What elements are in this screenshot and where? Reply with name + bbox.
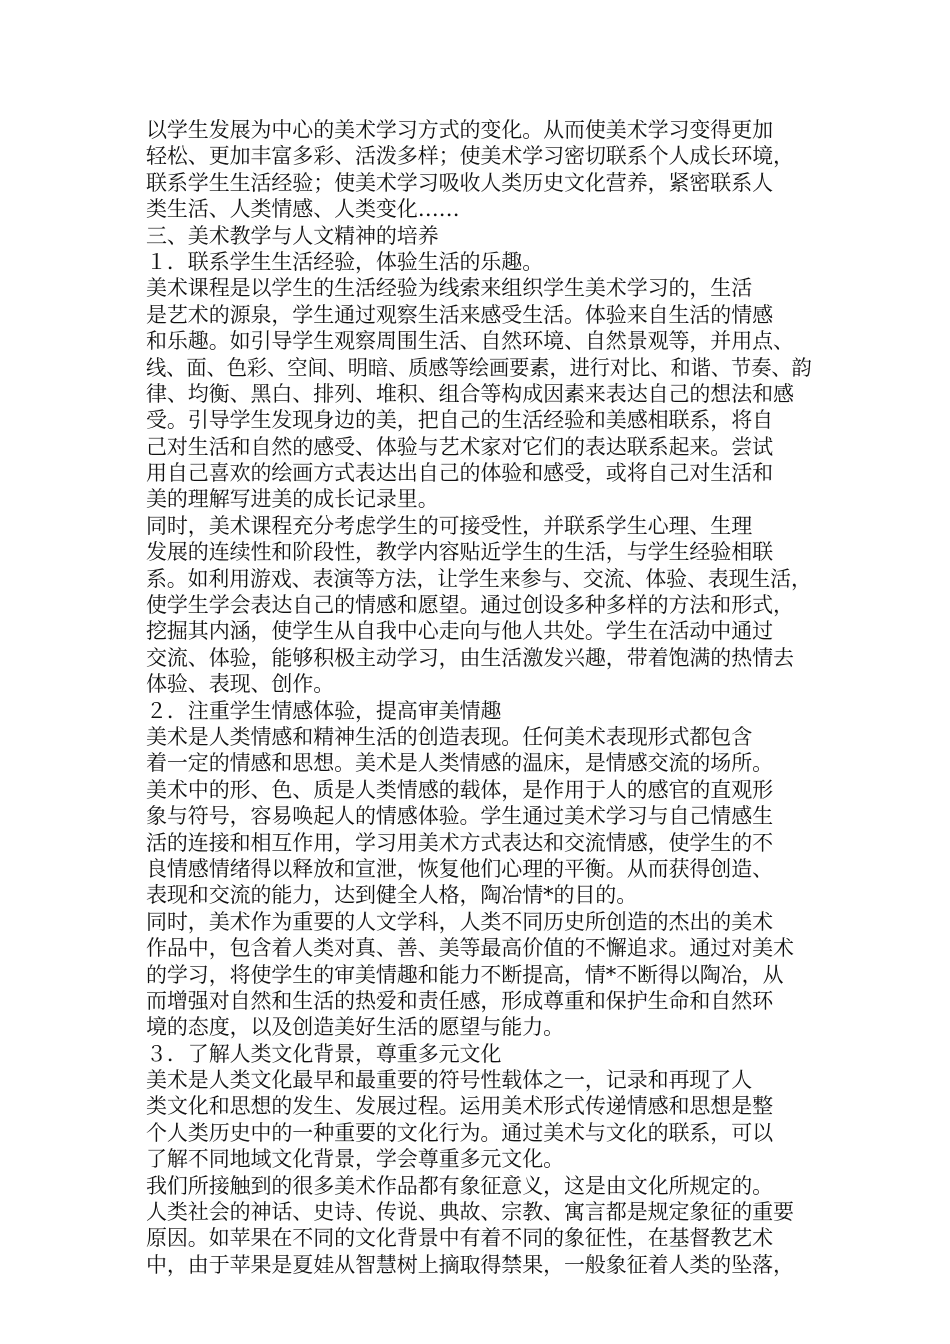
text-line: 是艺术的源泉，学生通过观察生活来感受生活。体验来自生活的情感 [146,302,773,327]
text-line: 和乐趣。如引导学生观察周围生活、自然环境、自然景观等，并用点、 [146,329,794,354]
text-line: 原因。如苹果在不同的文化背景中有着不同的象征性，在基督教艺术 [146,1226,773,1251]
text-line: 类文化和思想的发生、发展过程。运用美术形式传递情感和思想是整 [146,1094,773,1119]
text-line: 发展的连续性和阶段性，教学内容贴近学生的生活，与学生经验相联 [146,540,773,565]
text-line: 联系学生生活经验；使美术学习吸收人类历史文化营养，紧密联系人 [146,170,773,195]
text-line: 同时，美术作为重要的人文学科，人类不同历史所创造的杰出的美术 [146,909,773,934]
text-line: 中，由于苹果是夏娃从智慧树上摘取得禁果，一般象征着人类的坠落， [146,1252,794,1277]
text-line: 律、均衡、黑白、排列、堆积、组合等构成因素来表达自己的想法和感 [146,381,794,406]
text-line: 己对生活和自然的感受、体验与艺术家对它们的表达联系起来。尝试 [146,434,773,459]
text-line: 轻松、更加丰富多彩、活泼多样；使美术学习密切联系个人成长环境， [146,144,794,169]
text-line: 挖掘其内涵，使学生从自我中心走向与他人共处。学生在活动中通过 [146,619,773,644]
text-line: 美术是人类情感和精神生活的创造表现。任何美术表现形式都包含 [146,724,753,749]
document-body [146,117,812,1278]
text-line: 用自己喜欢的绘画方式表达出自己的体验和感受，或将自己对生活和 [146,461,773,486]
text-line: 作品中，包含着人类对真、善、美等最高价值的不懈追求。通过对美术 [146,936,794,961]
text-line: 美术课程是以学生的生活经验为线索来组织学生美术学习的，生活 [146,276,753,301]
text-line: 类生活、人类情感、人类变化…… [146,197,460,222]
text-line: 体验、表现、创作。 [146,672,335,697]
text-line: 三、美术教学与人文精神的培养 [146,223,439,248]
text-line: 受。引导学生发现身边的美，把自己的生活经验和美感相联系，将自 [146,408,773,433]
text-line: 美术是人类文化最早和最重要的符号性载体之一，记录和再现了人 [146,1068,753,1093]
text-line: 线、面、色彩、空间、明暗、质感等绘画要素，进行对比、和谐、节奏、韵 [146,355,812,380]
text-line: 同时，美术课程充分考虑学生的可接受性，并联系学生心理、生理 [146,513,753,538]
text-line: 美术中的形、色、质是人类情感的载体，是作用于人的感官的直观形 [146,777,773,802]
text-line: 表现和交流的能力，达到健全人格，陶冶情*的目的。 [146,883,638,908]
text-line: 而增强对自然和生活的热爱和责任感，形成尊重和保护生命和自然环 [146,988,773,1013]
text-line: 良情感情绪得以释放和宣泄，恢复他们心理的平衡。从而获得创造、 [146,856,773,881]
text-line: 象与符号，容易唤起人的情感体验。学生通过美术学习与自己情感生 [146,804,773,829]
text-line: 交流、体验，能够积极主动学习，由生活激发兴趣，带着饱满的热情去 [146,645,794,670]
text-line: 着一定的情感和思想。美术是人类情感的温床，是情感交流的场所。 [146,751,773,776]
text-line: １．联系学生生活经验，体验生活的乐趣。 [146,249,544,274]
text-line: 人类社会的神话、史诗、传说、典故、宗教、寓言都是规定象征的重要 [146,1200,794,1225]
text-line: 系。如利用游戏、表演等方法，让学生来参与、交流、体验、表现生活， [146,566,812,591]
text-line: 我们所接触到的很多美术作品都有象征意义，这是由文化所规定的。 [146,1173,773,1198]
text-line: 使学生学会表达自己的情感和愿望。通过创设多种多样的方法和形式， [146,593,794,618]
text-line: 活的连接和相互作用，学习用美术方式表达和交流情感，使学生的不 [146,830,773,855]
text-line: 境的态度，以及创造美好生活的愿望与能力。 [146,1015,564,1040]
text-line: 了解不同地域文化背景，学会尊重多元文化。 [146,1147,564,1172]
text-line: 美的理解写进美的成长记录里。 [146,487,439,512]
text-line: ２．注重学生情感体验，提高审美情趣 [146,698,502,723]
text-line: 以学生发展为中心的美术学习方式的变化。从而使美术学习变得更加 [146,118,773,142]
text-line: 个人类历史中的一种重要的文化行为。通过美术与文化的联系，可以 [146,1120,773,1145]
text-line: ３．了解人类文化背景，尊重多元文化 [146,1041,502,1066]
text-line: 的学习，将使学生的审美情趣和能力不断提高，情*不断得以陶冶，从 [146,962,784,987]
